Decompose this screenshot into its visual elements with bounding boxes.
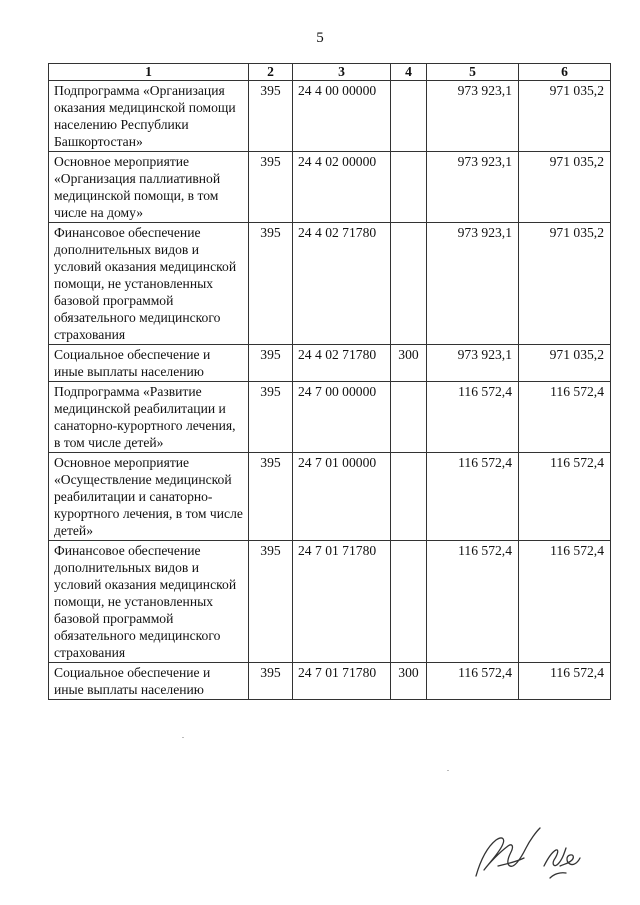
- ministry-code: 395: [249, 81, 293, 152]
- amount-column-6: 971 035,2: [519, 152, 611, 223]
- table-row: [49, 663, 611, 700]
- table-header-row: [49, 64, 611, 81]
- column-header: 1: [49, 64, 249, 81]
- expense-type-code: [391, 453, 427, 541]
- column-header: 6: [519, 64, 611, 81]
- ministry-code: 395: [249, 663, 293, 700]
- row-name: Подпрограмма «Развитие медицинской реабилитации и санаторно-курортного лечения, в том числе детей»: [49, 382, 249, 453]
- amount-column-6: 971 035,2: [519, 345, 611, 382]
- column-header: 2: [249, 64, 293, 81]
- ministry-code: 395: [249, 345, 293, 382]
- column-header: 5: [427, 64, 519, 81]
- ministry-code: 395: [249, 382, 293, 453]
- amount-column-6: 116 572,4: [519, 663, 611, 700]
- table-row: [49, 541, 611, 663]
- table-row: [49, 345, 611, 382]
- expense-type-code: [391, 541, 427, 663]
- signature-mark: [468, 818, 588, 888]
- page-number: 5: [316, 30, 324, 46]
- amount-column-6: 116 572,4: [519, 382, 611, 453]
- amount-column-5: 973 923,1: [427, 152, 519, 223]
- row-name: Финансовое обеспечение дополнительных видов и условий оказания медицинской помощи, не установленных базовой программой обязательного медицинского страхования: [49, 541, 249, 663]
- amount-column-6: 971 035,2: [519, 223, 611, 345]
- expense-type-code: [391, 382, 427, 453]
- expense-type-code: [391, 81, 427, 152]
- target-article-code: 24 4 02 00000: [293, 152, 391, 223]
- ministry-code: 395: [249, 223, 293, 345]
- expense-type-code: [391, 152, 427, 223]
- target-article-code: 24 7 01 00000: [293, 453, 391, 541]
- target-article-code: 24 7 00 00000: [293, 382, 391, 453]
- row-name: Социальное обеспечение и иные выплаты населению: [49, 345, 249, 382]
- target-article-code: 24 4 00 00000: [293, 81, 391, 152]
- scan-speck: [182, 737, 184, 738]
- table-row: [49, 223, 611, 345]
- amount-column-5: 973 923,1: [427, 223, 519, 345]
- ministry-code: 395: [249, 152, 293, 223]
- table-row: [49, 152, 611, 223]
- target-article-code: 24 4 02 71780: [293, 223, 391, 345]
- expense-type-code: 300: [391, 663, 427, 700]
- amount-column-6: 971 035,2: [519, 81, 611, 152]
- column-header: 4: [391, 64, 427, 81]
- amount-column-6: 116 572,4: [519, 541, 611, 663]
- table-row: [49, 382, 611, 453]
- amount-column-5: 116 572,4: [427, 382, 519, 453]
- amount-column-6: 116 572,4: [519, 453, 611, 541]
- column-header: 3: [293, 64, 391, 81]
- ministry-code: 395: [249, 541, 293, 663]
- table-row: [49, 81, 611, 152]
- amount-column-5: 973 923,1: [427, 345, 519, 382]
- amount-column-5: 116 572,4: [427, 663, 519, 700]
- scan-speck: [447, 770, 449, 771]
- row-name: Основное мероприятие «Осуществление медицинской реабилитации и санаторно-курортного лечения, в том числе детей»: [49, 453, 249, 541]
- amount-column-5: 973 923,1: [427, 81, 519, 152]
- budget-table: [48, 63, 611, 700]
- row-name: Подпрограмма «Организация оказания медицинской помощи населению Республики Башкортостан»: [49, 81, 249, 152]
- amount-column-5: 116 572,4: [427, 541, 519, 663]
- amount-column-5: 116 572,4: [427, 453, 519, 541]
- table-row: [49, 453, 611, 541]
- target-article-code: 24 7 01 71780: [293, 663, 391, 700]
- row-name: Финансовое обеспечение дополнительных видов и условий оказания медицинской помощи, не установленных базовой программой обязательного медицинского страхования: [49, 223, 249, 345]
- row-name: Основное мероприятие «Организация паллиативной медицинской помощи, в том числе на дому»: [49, 152, 249, 223]
- expense-type-code: 300: [391, 345, 427, 382]
- row-name: Социальное обеспечение и иные выплаты населению: [49, 663, 249, 700]
- target-article-code: 24 4 02 71780: [293, 345, 391, 382]
- ministry-code: 395: [249, 453, 293, 541]
- target-article-code: 24 7 01 71780: [293, 541, 391, 663]
- expense-type-code: [391, 223, 427, 345]
